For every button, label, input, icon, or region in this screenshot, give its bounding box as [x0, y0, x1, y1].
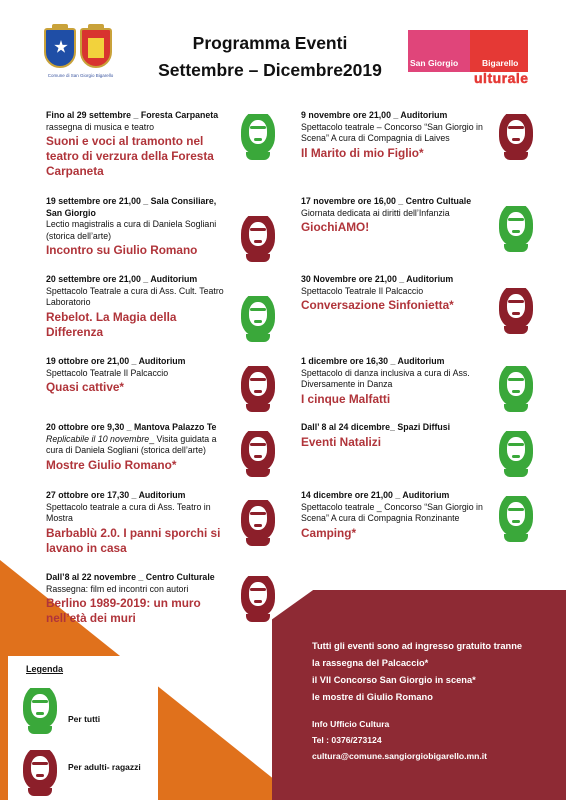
- event-when: 27 ottobre ore 17,30 _ Auditorium: [46, 490, 186, 500]
- event-name: Berlino 1989-2019: un muro nell’età dei muri: [46, 596, 201, 625]
- info-tel: Tel : 0376/273124: [312, 735, 382, 745]
- event-desc: rassegna di musica e teatro: [46, 121, 155, 132]
- event-name: GiochiAMO!: [301, 220, 370, 234]
- legend-green-label: Per tutti: [68, 714, 101, 724]
- event-item: [46, 196, 228, 258]
- event-desc: Spettacolo teatrale a cura di Ass. Teatro in Mostra: [46, 501, 211, 523]
- event-when: Fino al 29 settembre _ Foresta Carpaneta: [46, 110, 219, 120]
- event-when: 19 settembre ore 21,00 _ Sala Consiliare, San Giorgio: [46, 196, 217, 218]
- event-when: 20 ottobre ore 9,30 _ Mantova Palazzo Te: [46, 422, 217, 432]
- legend-adults-icon: [20, 744, 60, 796]
- event-item: [46, 422, 228, 473]
- title-line1: Programma Eventi: [192, 33, 348, 53]
- event-item: [46, 274, 228, 340]
- logo-text-bigarello: Bigarello: [482, 58, 519, 68]
- event-desc: Spettacolo Teatrale Il Palcaccio: [301, 285, 424, 296]
- page-title: [120, 30, 420, 84]
- event-when: 17 novembre ore 16,00 _ Centro Cultuale: [301, 196, 472, 206]
- info-office: Info Ufficio Cultura: [312, 719, 390, 729]
- event-when: 30 Novembre ore 21,00 _ Auditorium: [301, 274, 454, 284]
- event-name: Camping*: [301, 525, 357, 540]
- info-line3: il VII Concorso San Giorgio in scena*: [312, 675, 476, 685]
- info-line2: la rassegna del Palcaccio*: [312, 658, 429, 668]
- event-item: [46, 490, 228, 556]
- event-name: Eventi Natalizi: [301, 434, 381, 449]
- centro-culturale-logo: [400, 30, 540, 90]
- audience-adults-icon: [496, 282, 536, 334]
- audience-all-icon: [496, 200, 536, 252]
- event-name: I cinque Malfatti: [301, 391, 391, 406]
- event-when: 20 settembre ore 21,00 _ Auditorium: [46, 274, 198, 284]
- info-email[interactable]: cultura@comune.sangiorgiobigarello.mn.it: [312, 751, 488, 761]
- event-desc: Spettacolo teatrale – Concorso “San Giorgio in Scena” A cura di Compagnia di Laives: [301, 121, 483, 143]
- comune-label: Comune di San Giorgio Bigarello: [47, 73, 114, 78]
- audience-adults-icon: [238, 425, 278, 477]
- event-item: [46, 356, 228, 395]
- event-item: [301, 356, 483, 407]
- event-desc: Spettacolo di danza inclusiva a cura di Ass. Diversamente in Danza: [301, 367, 470, 389]
- audience-all-icon: [238, 108, 278, 160]
- event-name: Barbablù 2.0. I panni sporchi si lavano in casa: [46, 525, 221, 555]
- event-when: 9 novembre ore 21,00 _ Auditorium: [301, 110, 448, 120]
- audience-all-icon: [496, 425, 536, 477]
- legend-all-icon: [20, 682, 60, 734]
- audience-adults-icon: [238, 494, 278, 546]
- audience-all-icon: [238, 290, 278, 342]
- event-when: 14 dicembre ore 21,00 _ Auditorium: [301, 490, 450, 500]
- event-name: Incontro su Giulio Romano: [46, 243, 198, 257]
- event-desc: Spettacolo teatrale _ Concorso “San Giorgio in Scena” A cura di Compagnia Ronzinante: [301, 501, 483, 523]
- event-desc: Lectio magistralis a cura di Daniela Sogliani (storica dell’arte): [46, 219, 217, 241]
- audience-all-icon: [496, 490, 536, 542]
- event-item: [301, 196, 483, 235]
- event-item: [301, 490, 483, 541]
- audience-adults-icon: [238, 360, 278, 412]
- event-item: [301, 110, 483, 161]
- event-desc: Spettacolo Teatrale Il Palcaccio: [46, 367, 169, 378]
- info-line4: le mostre di Giulio Romano: [312, 692, 433, 702]
- audience-adults-icon: [238, 210, 278, 262]
- comune-crest-icon: [80, 28, 112, 68]
- legend-red-label: Per adulti- ragazzi: [68, 762, 141, 772]
- event-item: [301, 274, 483, 313]
- event-item: [46, 572, 228, 626]
- event-when: Dall’8 al 22 novembre _ Centro Culturale: [46, 572, 215, 582]
- logo-text-san-giorgio: San Giorgio: [410, 58, 459, 68]
- event-name: Quasi cattive*: [46, 380, 125, 394]
- info-line1: Tutti gli eventi sono ad ingresso gratuito tranne: [312, 641, 523, 651]
- event-when: 1 dicembre ore 16,30 _ Auditorium: [301, 356, 445, 366]
- event-desc: Giornata dedicata ai diritti dell’Infanzia: [301, 207, 450, 218]
- event-desc: Spettacolo Teatrale a cura di Ass. Cult. Teatro Laboratorio: [46, 285, 224, 307]
- audience-adults-icon: [238, 570, 278, 622]
- event-desc: _ Visita guidata a cura di Daniela Sogliani (storica dell’arte): [46, 433, 217, 455]
- event-when: Dall’ 8 al 24 dicembre_ Spazi Diffusi: [301, 422, 451, 432]
- event-when: 19 ottobre ore 21,00 _ Auditorium: [46, 356, 186, 366]
- title-line2: Settembre – Dicembre2019: [158, 60, 382, 80]
- event-name: Conversazione Sinfonietta*: [301, 298, 454, 312]
- event-name: Rebelot. La Magia della Differenza: [46, 309, 177, 339]
- event-name: Suoni e voci al tramonto nel teatro di verzura della Foresta Carpaneta: [46, 134, 214, 178]
- legend-title: Legenda: [26, 664, 64, 674]
- comune-logo: [38, 28, 118, 88]
- event-name: Il Marito di mio Figlio*: [301, 145, 424, 160]
- event-item: [46, 110, 228, 179]
- event-item: [301, 422, 483, 450]
- event-desc-italic: Replicabile il 10 novembre: [46, 433, 150, 444]
- audience-adults-icon: [496, 108, 536, 160]
- event-name: Mostre Giulio Romano*: [46, 457, 177, 472]
- event-desc: Rassegna: film ed incontri con autori: [46, 583, 189, 594]
- comune-crest-icon: [44, 28, 76, 68]
- logo-text-culturale: ulturale: [474, 70, 529, 86]
- audience-all-icon: [496, 360, 536, 412]
